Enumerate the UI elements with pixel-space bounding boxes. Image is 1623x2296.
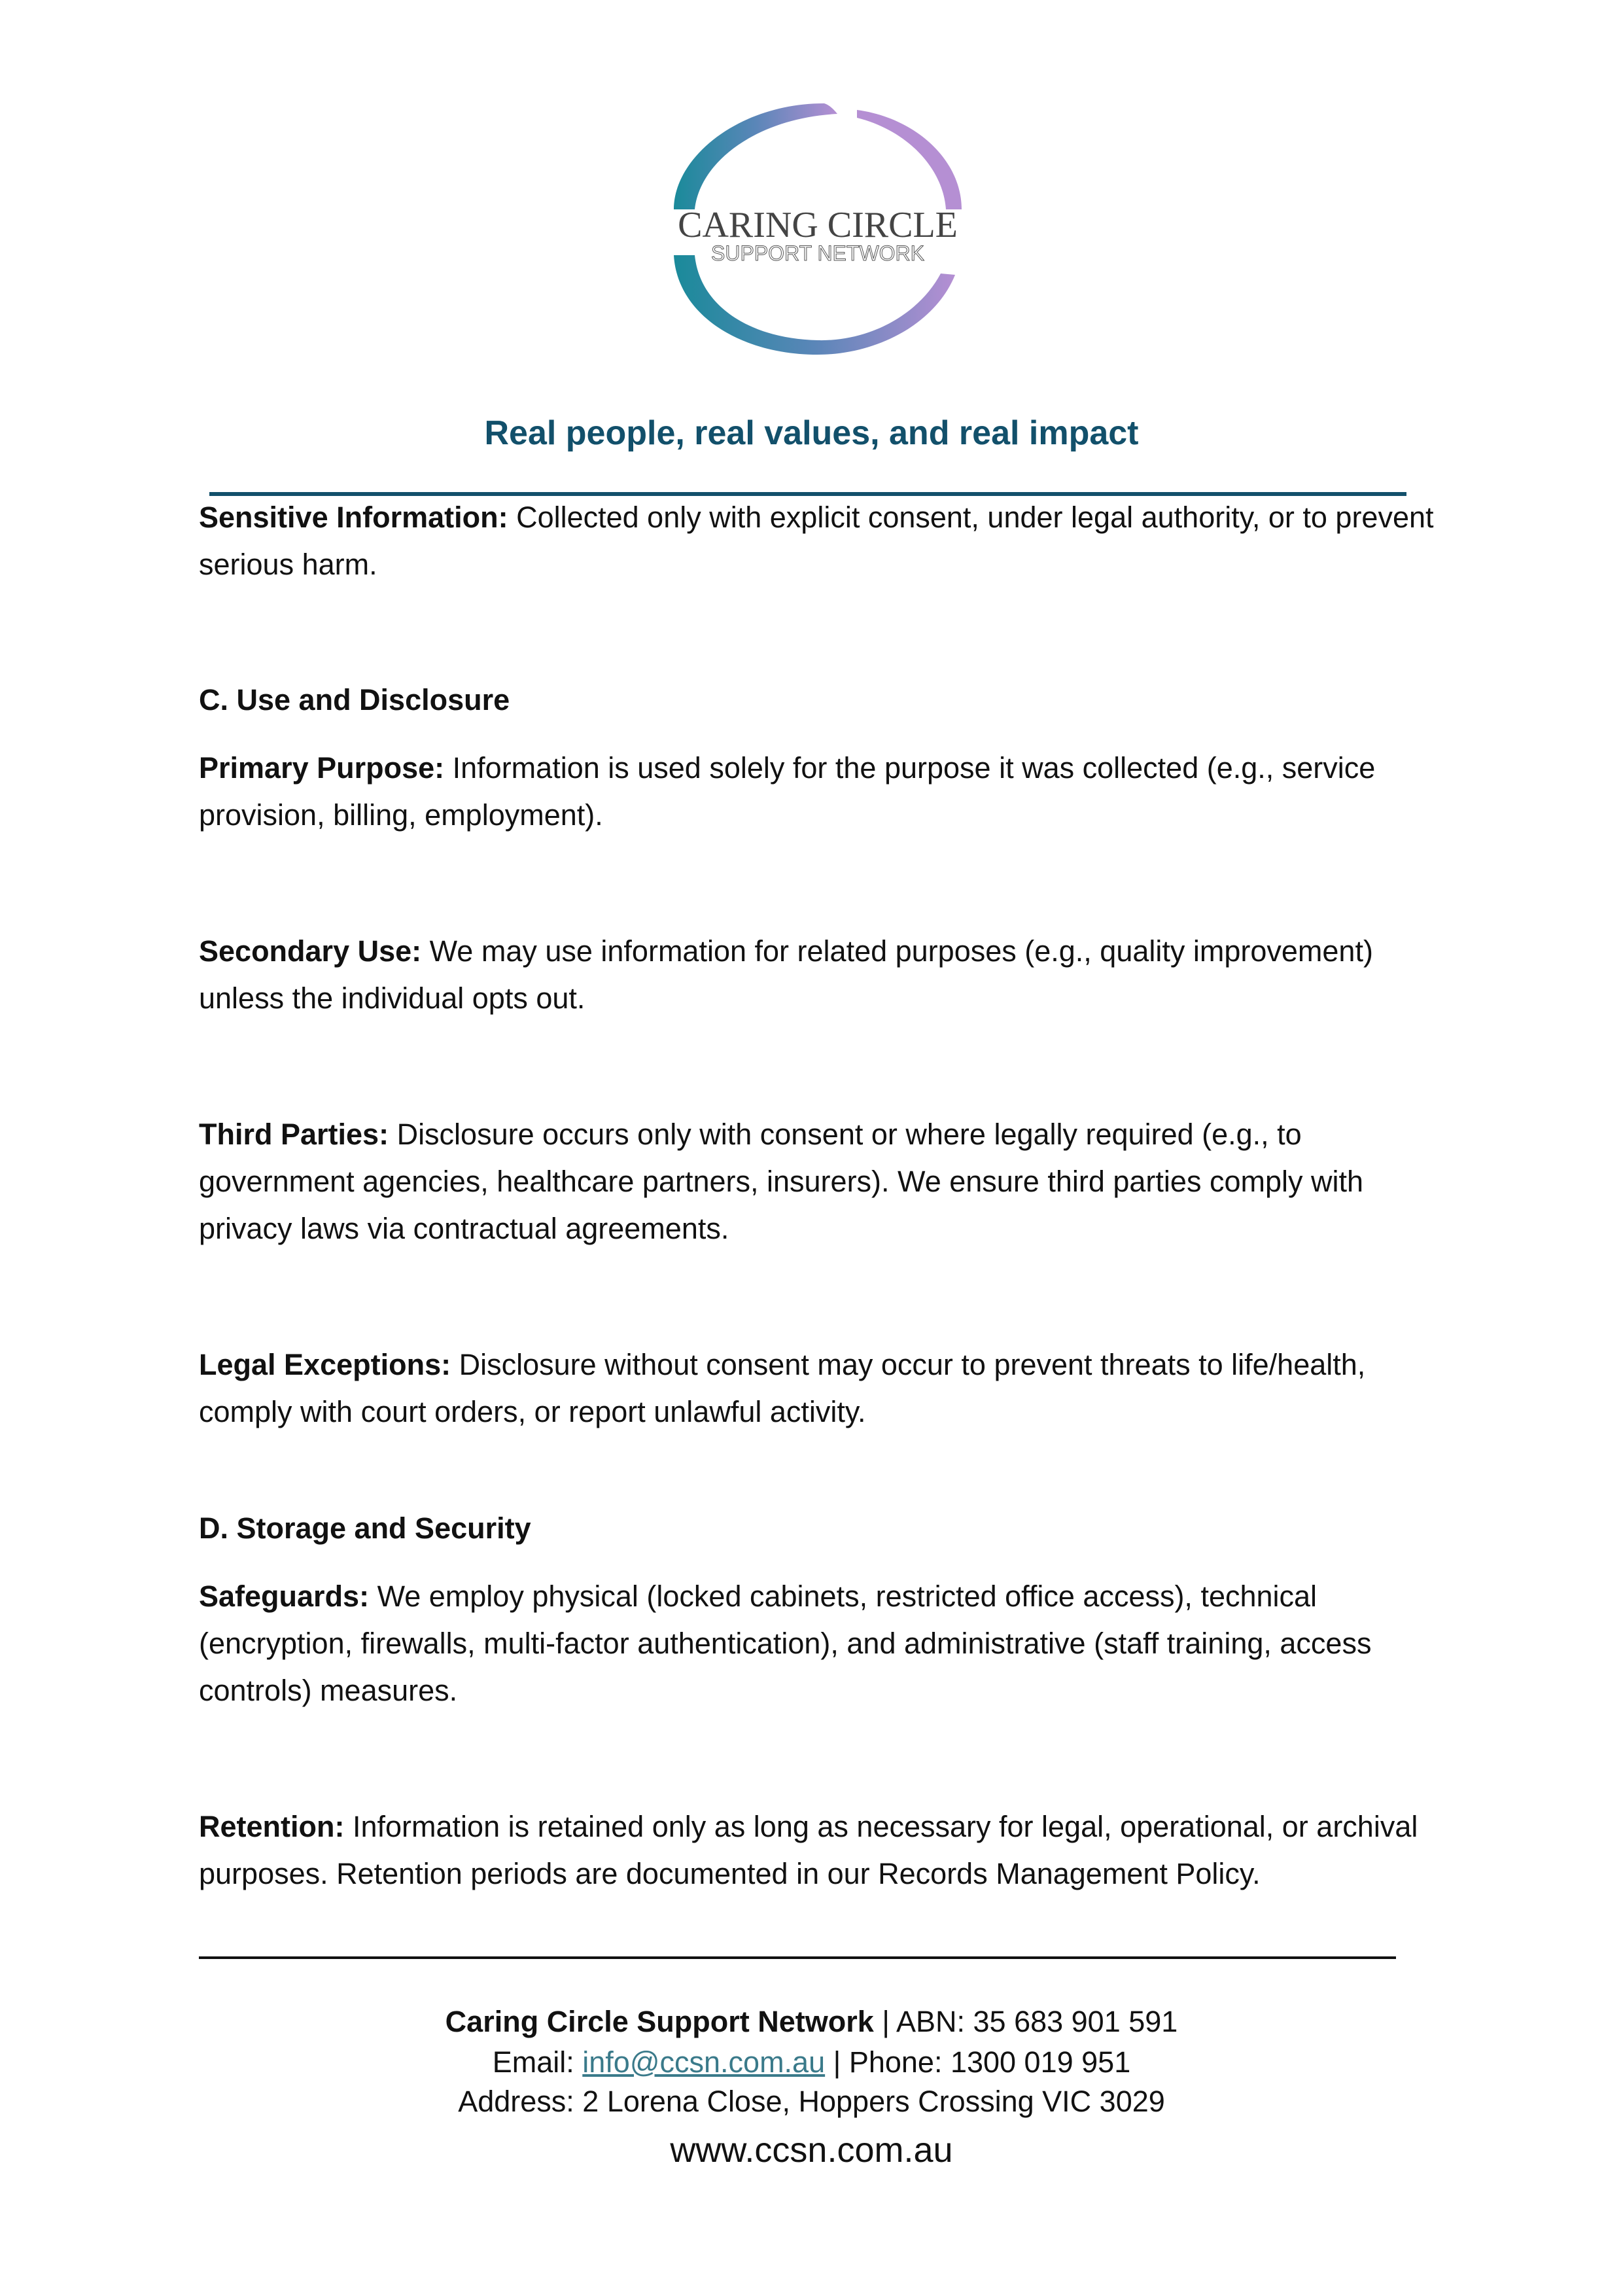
tagline: Real people, real values, and real impact — [484, 414, 1139, 452]
footer-email-link[interactable]: info@ccsn.com.au — [582, 2045, 826, 2079]
footer-org-name: Caring Circle Support Network — [445, 2005, 874, 2038]
paragraph-safeguards — [199, 1573, 1442, 1714]
text-safeguards: We employ physical (locked cabinets, restricted office access), technical (encryption, firewalls, multi-factor authentication), and administrative (staff training, access controls) measures. — [199, 1580, 1372, 1707]
text-legal-exceptions: Disclosure without consent may occur to prevent threats to life/health, comply with court orders, or report unlawful activity. — [199, 1348, 1366, 1428]
paragraph-retention — [199, 1803, 1442, 1898]
paragraph-sensitive-information — [199, 494, 1442, 588]
label-safeguards: Safeguards: — [199, 1580, 370, 1613]
label-primary-purpose: Primary Purpose: — [199, 751, 445, 785]
paragraph-third-parties — [199, 1111, 1442, 1252]
footer-email-label: Email: — [492, 2045, 583, 2079]
paragraph-primary-purpose — [199, 745, 1442, 839]
footer-contact-line — [0, 2043, 1623, 2082]
paragraph-legal-exceptions — [199, 1341, 1442, 1436]
footer-abn: | ABN: 35 683 901 591 — [873, 2005, 1178, 2038]
heading-use-and-disclosure: C. Use and Disclosure — [199, 683, 510, 716]
text-secondary-use: We may use information for related purposes (e.g., quality improvement) unless the individual opts out. — [199, 934, 1373, 1015]
logo-line2: SUPPORT NETWORK — [711, 241, 924, 265]
footer-website[interactable]: www.ccsn.com.au — [670, 2130, 953, 2170]
text-retention: Information is retained only as long as necessary for legal, operational, or archival purposes. Retention periods are documented in our Records Management Policy. — [199, 1810, 1418, 1890]
footer-org-line — [0, 2002, 1623, 2041]
label-legal-exceptions: Legal Exceptions: — [199, 1348, 451, 1381]
paragraph-secondary-use — [199, 928, 1442, 1022]
label-third-parties: Third Parties: — [199, 1118, 389, 1151]
footer-divider — [199, 1956, 1396, 1959]
label-sensitive-information: Sensitive Information: — [199, 501, 508, 534]
label-secondary-use: Secondary Use: — [199, 934, 422, 968]
logo-line1: CARING CIRCLE — [678, 205, 958, 245]
footer-phone: | Phone: 1300 019 951 — [825, 2045, 1131, 2079]
text-sensitive-information: Collected only with explicit consent, under legal authority, or to prevent serious harm. — [199, 501, 1434, 581]
caring-circle-logo — [661, 98, 975, 360]
text-third-parties: Disclosure occurs only with consent or where legally required (e.g., to government agencies, healthcare partners, insurers). We ensure third parties comply with privacy laws via contractual agreements. — [199, 1118, 1364, 1245]
text-primary-purpose: Information is used solely for the purpose it was collected (e.g., service provision, billing, employment). — [199, 751, 1376, 832]
label-retention: Retention: — [199, 1810, 345, 1843]
footer-address: Address: 2 Lorena Close, Hoppers Crossing VIC 3029 — [458, 2085, 1165, 2118]
heading-storage-and-security: D. Storage and Security — [199, 1511, 531, 1545]
